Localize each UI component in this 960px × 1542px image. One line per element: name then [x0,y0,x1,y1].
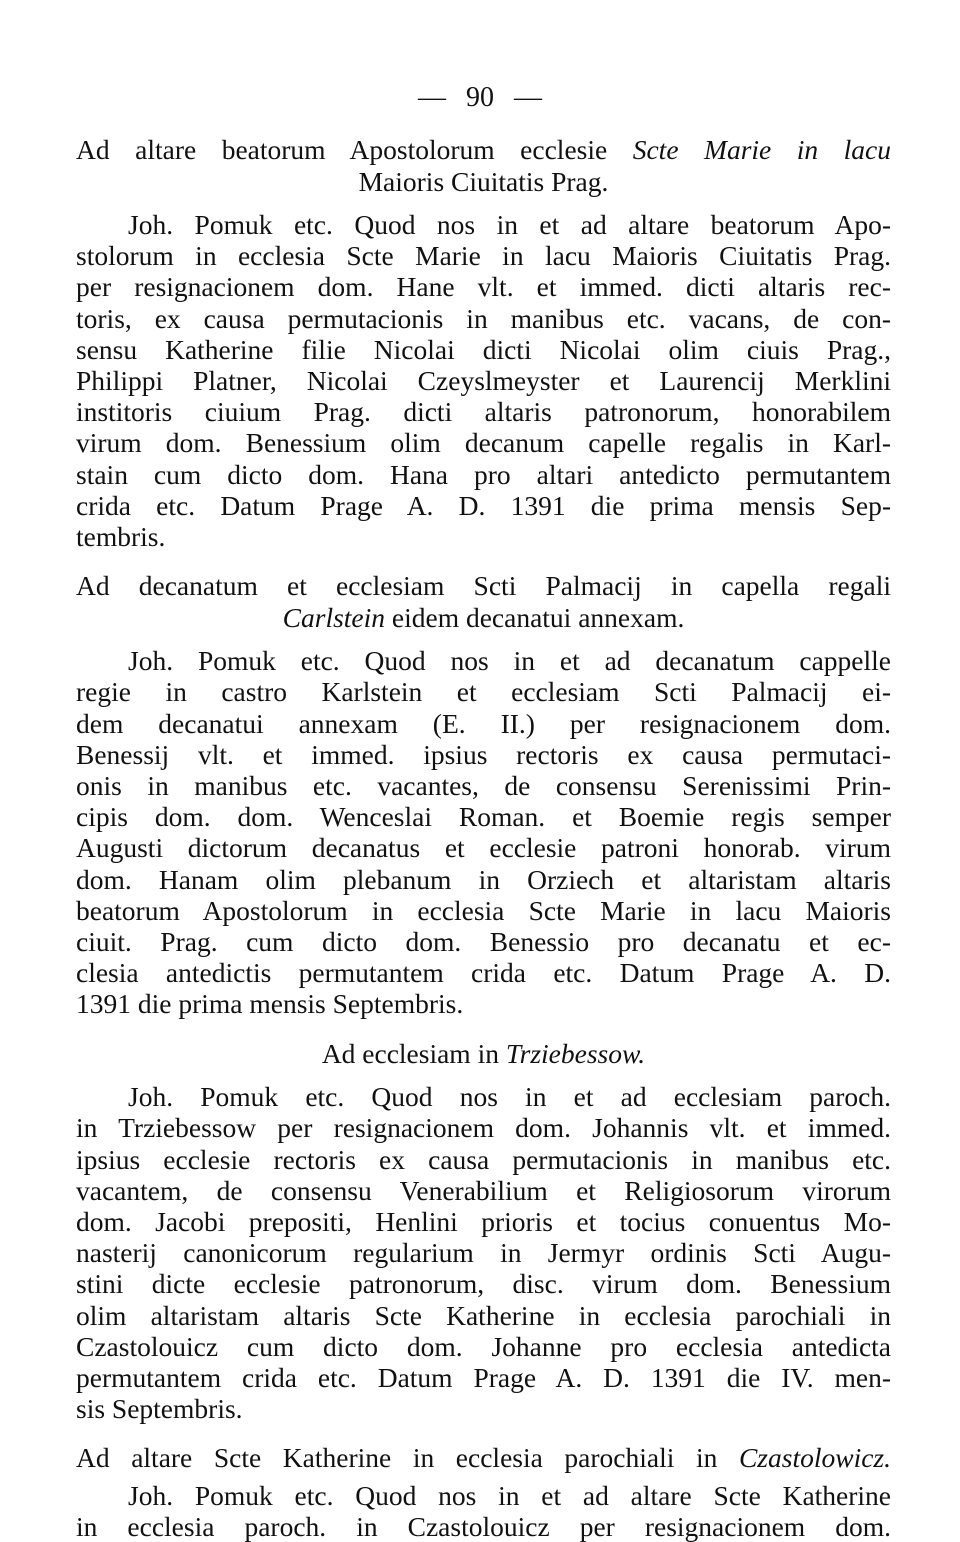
heading-line [76,602,891,634]
section-heading [76,1038,891,1070]
heading-line [76,1442,891,1474]
heading-text: Ad altare beatorum Apostolorum ecclesie [76,134,633,165]
text-line: Philippi Platner, Nicolai Czeyslmeyster et Laurencij Merklini [76,365,891,397]
text-line: Joh. Pomuk etc. Quod nos in et ad altare beatorum Apo- [128,209,891,240]
text-line: sis Septembris. [76,1393,243,1425]
section-heading [76,134,891,197]
heading-line: Maioris Ciuitatis Prag. [358,165,609,197]
heading-line [76,134,891,166]
text-line: in ecclesia paroch. in Czastolouicz per resignacionem dom. [76,1511,891,1542]
text-line: tembris. [76,521,166,553]
text-line: Augusti dictorum decanatus et ecclesie patroni honorab. virum [76,832,891,864]
text-line: per resignacionem dom. Hane vlt. et immed. dicti altaris rec- [76,271,891,303]
entry-text [76,645,891,1019]
text-line: institoris ciuium Prag. dicti altaris patronorum, honorabilem [76,396,891,428]
entry-text [76,1081,891,1424]
heading-italic-text: Czastolowicz. [738,1442,891,1474]
text-line: sensu Katherine filie Nicolai dicti Nicolai olim ciuis Prag., [76,333,891,365]
page-number [0,80,960,116]
section-heading [76,1442,891,1474]
text-line: virum dom. Benessium olim decanum capelle regalis in Karl- [76,427,891,459]
dash-left: — [418,82,446,113]
text-line: cipis dom. dom. Wenceslai Roman. et Boemie regis semper [76,801,891,833]
heading-italic-text: Scte Marie in lacu [632,134,891,165]
entry-text [76,1480,891,1542]
text-line: onis in manibus etc. vacantes, de consensu Serenissimi Prin- [76,770,891,802]
text-line: crida etc. Datum Prage A. D. 1391 die prima mensis Sep- [76,489,891,521]
text-line: Joh. Pomuk etc. Quod nos in et ad altare Scte Katherine [128,1479,891,1511]
heading-text: Ad altare Scte Katherine in ecclesia parochiali in [76,1442,739,1474]
page-number-value: 90 [466,82,494,113]
text-line: 1391 die prima mensis Septembris. [76,988,464,1020]
text-line: ipsius ecclesie rectoris ex causa permutacionis in manibus etc. [76,1143,891,1175]
heading-italic-text: Trziebessow. [505,1037,646,1069]
heading-line: Ad decanatum et ecclesiam Scti Palmacij in capella regali [76,570,891,602]
text-line: stain cum dicto dom. Hana pro altari antedicto permutantem [76,458,891,490]
text-line: dem decanatui annexam (E. II.) per resignacionem dom. [76,707,891,739]
text-line: Joh. Pomuk etc. Quod nos in et ad ecclesiam paroch. [128,1081,891,1113]
text-line: dom. Jacobi prepositi, Henlini prioris et tocius conuentus Mo- [76,1205,891,1237]
section-heading [76,570,891,633]
heading-italic-text: Carlstein [282,601,386,633]
text-line: Joh. Pomuk etc. Quod nos in et ad decanatum cappelle [128,645,891,677]
text-line: dom. Hanam olim plebanum in Orziech et altaristam altaris [76,863,891,895]
text-line: permutantem crida etc. Datum Prage A. D. 1391 die IV. men- [76,1362,891,1393]
text-line: regie in castro Karlstein et ecclesiam Scti Palmacij ei- [76,676,891,708]
text-line: stini dicte ecclesie patronorum, disc. virum dom. Benessium [76,1268,891,1300]
text-line: vacantem, de consensu Venerabilium et Religiosorum virorum [76,1174,891,1206]
text-line: beatorum Apostolorum in ecclesia Scte Marie in lacu Maioris [76,894,891,926]
text-line: Benessij vlt. et immed. ipsius rectoris ex causa permutaci- [76,738,891,770]
text-line: stolorum in ecclesia Scte Marie in lacu Maioris Ciuitatis Prag. [76,240,891,272]
page-content [76,134,891,1542]
text-line: olim altaristam altaris Scte Katherine in ecclesia parochiali in [76,1299,891,1331]
text-line: clesia antedictis permutantem crida etc. Datum Prage A. D. [76,957,891,989]
heading-line [76,1038,891,1070]
text-line: in Trziebessow per resignacionem dom. Johannis vlt. et immed. [76,1112,891,1144]
heading-text: eidem decanatui annexam. [385,601,685,633]
text-line: ciuit. Prag. cum dicto dom. Benessio pro decanatu et ec- [76,926,891,958]
entry-text [76,209,891,552]
text-line: nasterij canonicorum regularium in Jermyr ordinis Scti Augu- [76,1237,891,1269]
heading-text: Ad ecclesiam in [321,1037,506,1069]
text-line: toris, ex causa permutacionis in manibus etc. vacans, de con- [76,302,891,334]
dash-right: — [514,82,542,113]
text-line: Czastolouicz cum dicto dom. Johanne pro ecclesia antedicta [76,1330,891,1362]
